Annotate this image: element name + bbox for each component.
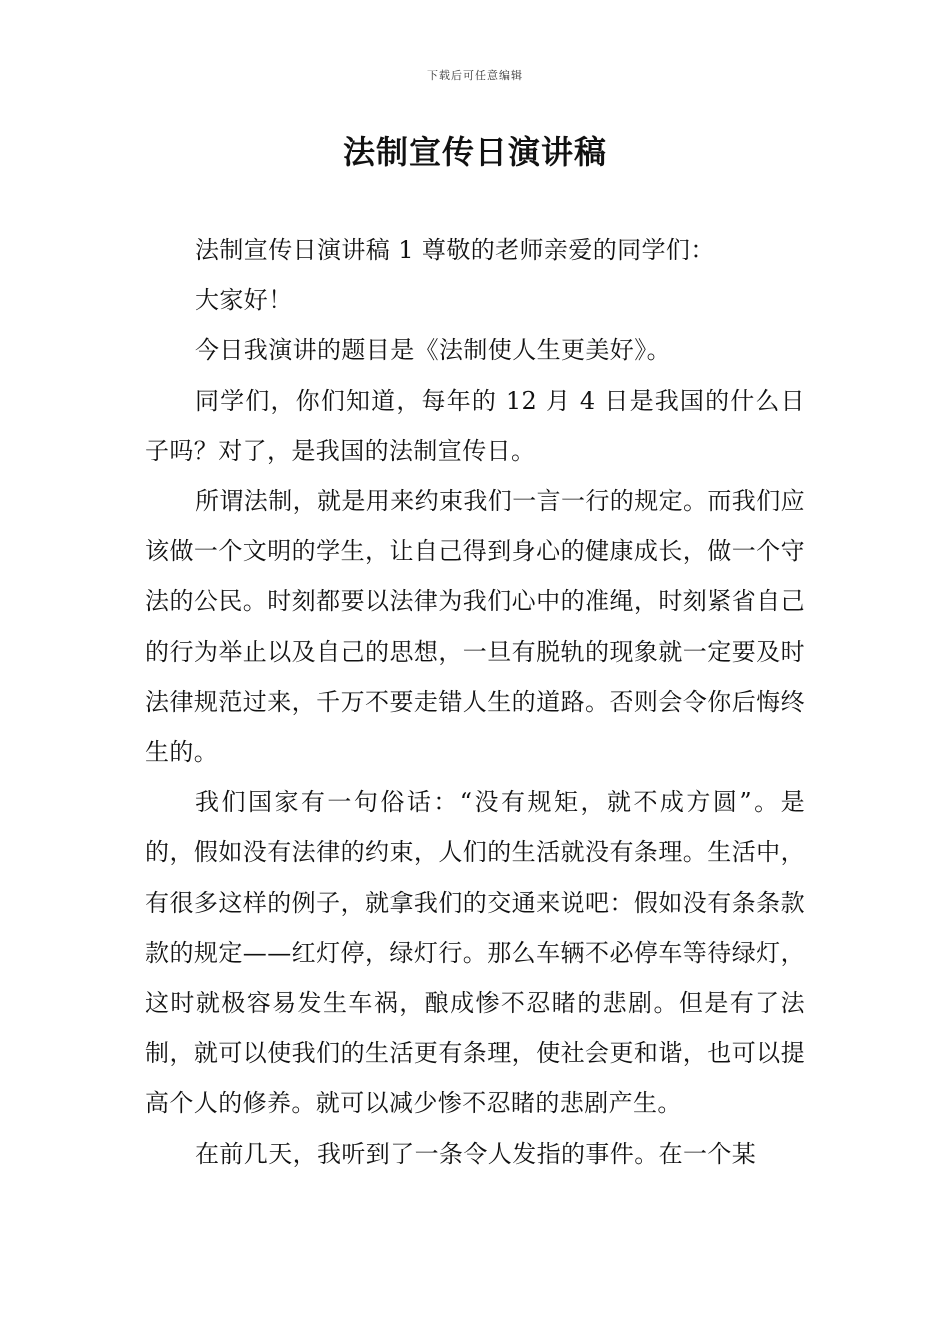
document-body — [145, 225, 805, 1179]
paragraph-topic: 今日我演讲的题目是《法制使人生更美好》。 — [195, 336, 671, 365]
header-note: 下载后可任意编辑 — [427, 69, 523, 82]
paragraph-saying: 我们国家有一句俗话：“没有规矩，就不成方圆”。是的，假如没有法律的约束，人们的生活就没有条理。生活中，有很多这样的例子，就拿我们的交通来说吧：假如没有条条款款的规定——红灯停，绿灯行。那么车辆不必停车等待绿灯，这时就极容易发生车祸，酿成惨不忍睹的悲剧。但是有了法制，就可以使我们的生活更有条理，使社会更和谐，也可以提高个人的修养。就可以减少惨不忍睹的悲剧产生。 — [145, 788, 805, 1118]
paragraph-definition: 所谓法制，就是用来约束我们一言一行的规定。而我们应该做一个文明的学生，让自己得到身心的健康成长，做一个守法的公民。时刻都要以法律为我们心中的准绳，时刻紧省自己的行为举止以及自己的思想，一旦有脱轨的现象就一定要及时法律规范过来，千万不要走错人生的道路。否则会令你后悔终生的。 — [145, 487, 805, 767]
paragraph-event: 在前几天，我听到了一条令人发指的事件。在一个某 — [195, 1139, 757, 1168]
paragraph-greeting: 法制宣传日演讲稿 1 尊敬的老师亲爱的同学们： — [195, 236, 715, 264]
paragraph-hello: 大家好！ — [195, 286, 293, 315]
paragraph-law-day: 同学们，你们知道，每年的 12 月 4 日是我国的什么日子吗？对了，是我国的法制宣传日。 — [145, 386, 805, 465]
document-title: 法制宣传日演讲稿 — [342, 133, 607, 171]
